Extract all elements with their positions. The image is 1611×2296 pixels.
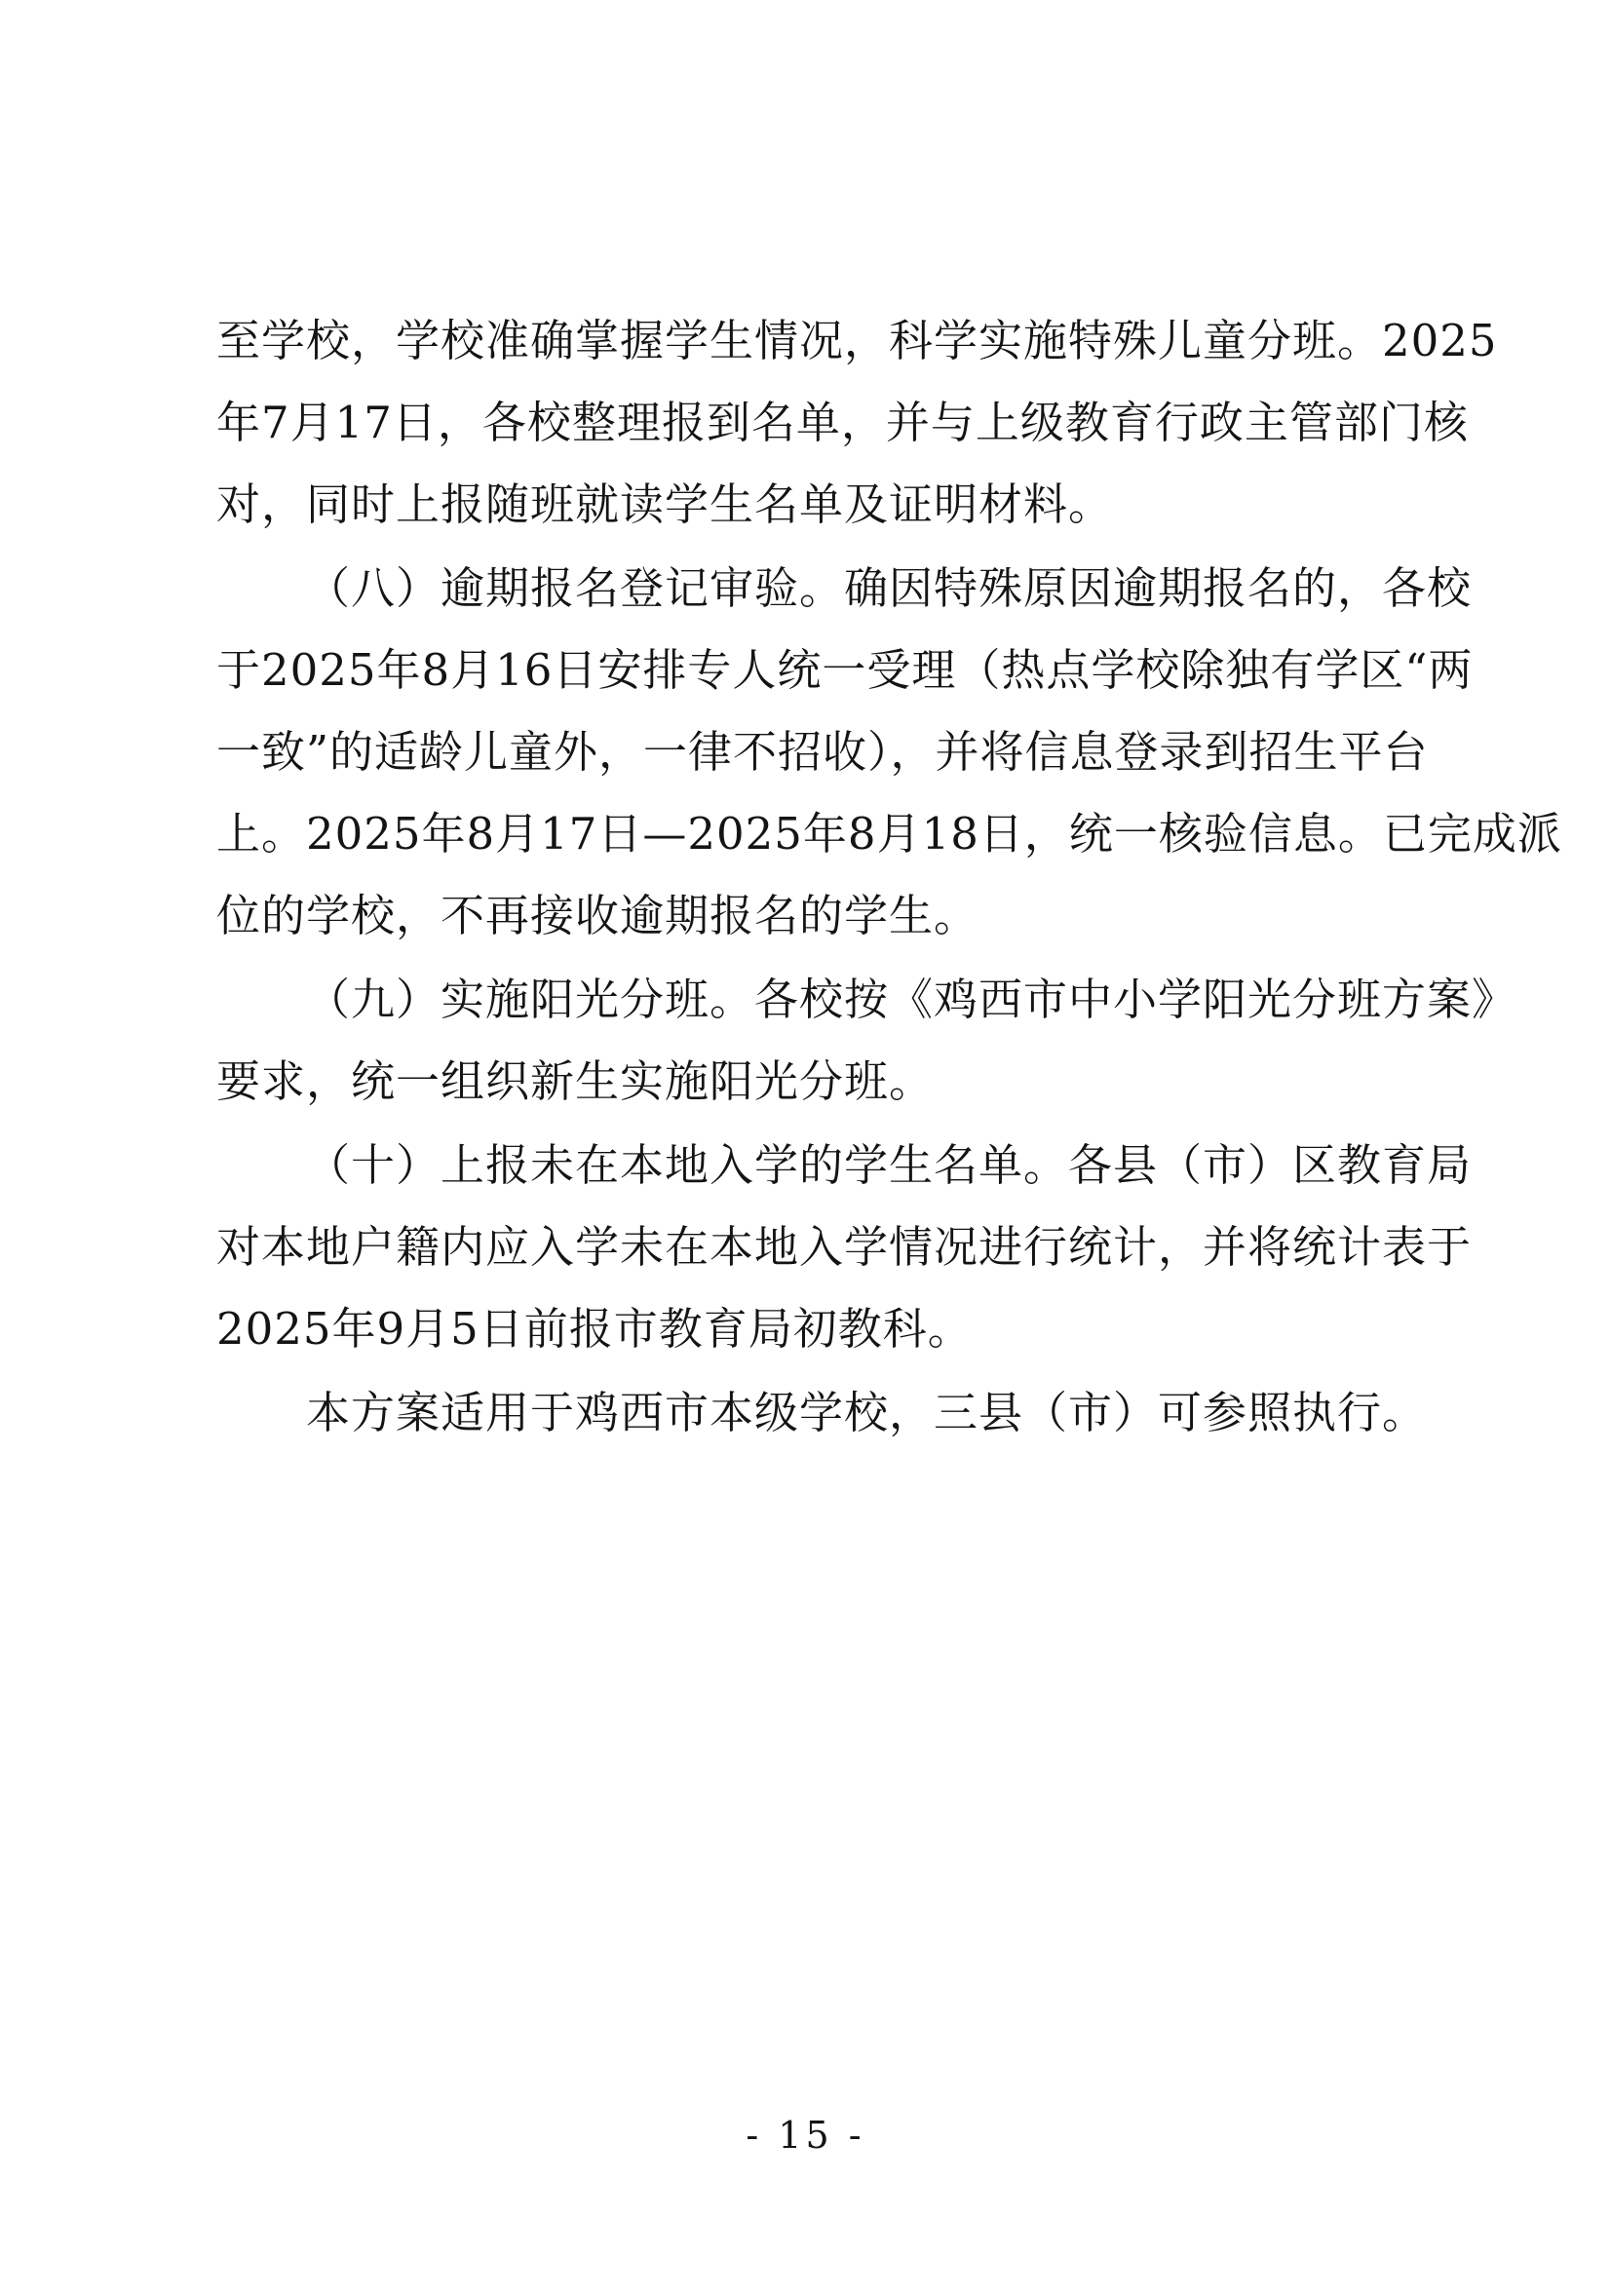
paragraph-line: 年7月17日，各校整理报到名单，并与上级教育行政主管部门核 (216, 397, 1469, 448)
paragraph-line: 至学校，学校准确掌握学生情况，科学实施特殊儿童分班。2025 (216, 315, 1498, 366)
section-9-heading-line: （九）实施阳光分班。各校按《鸡西市中小学阳光分班方案》 (306, 974, 1517, 1025)
section-8-heading-line: （八）逾期报名登记审验。确因特殊原因逾期报名的，各校 (306, 562, 1473, 614)
paragraph-line: 上。2025年8月17日—2025年8月18日，统一核验信息。已完成派 (216, 808, 1562, 860)
paragraph-line: 对，同时上报随班就读学生名单及证明材料。 (216, 478, 1114, 530)
paragraph-line: 位的学校，不再接收逾期报名的学生。 (216, 890, 979, 941)
paragraph-line: 要求，统一组织新生实施阳光分班。 (216, 1055, 935, 1107)
paragraph-line: 对本地户籍内应入学未在本地入学情况进行统计，并将统计表于 (216, 1221, 1473, 1273)
paragraph-line: 一致”的适龄儿童外，一律不招收），并将信息登录到招生平台 (216, 726, 1429, 778)
paragraph-line: 于2025年8月16日安排专人统一受理（热点学校除独有学区“两 (216, 644, 1474, 696)
page-number: - 15 - (746, 2114, 865, 2157)
section-10-heading-line: （十）上报未在本地入学的学生名单。各县（市）区教育局 (306, 1139, 1473, 1191)
paragraph-line: 2025年9月5日前报市教育局初教科。 (216, 1303, 973, 1355)
closing-statement-line: 本方案适用于鸡西市本级学校，三县（市）可参照执行。 (306, 1387, 1428, 1438)
